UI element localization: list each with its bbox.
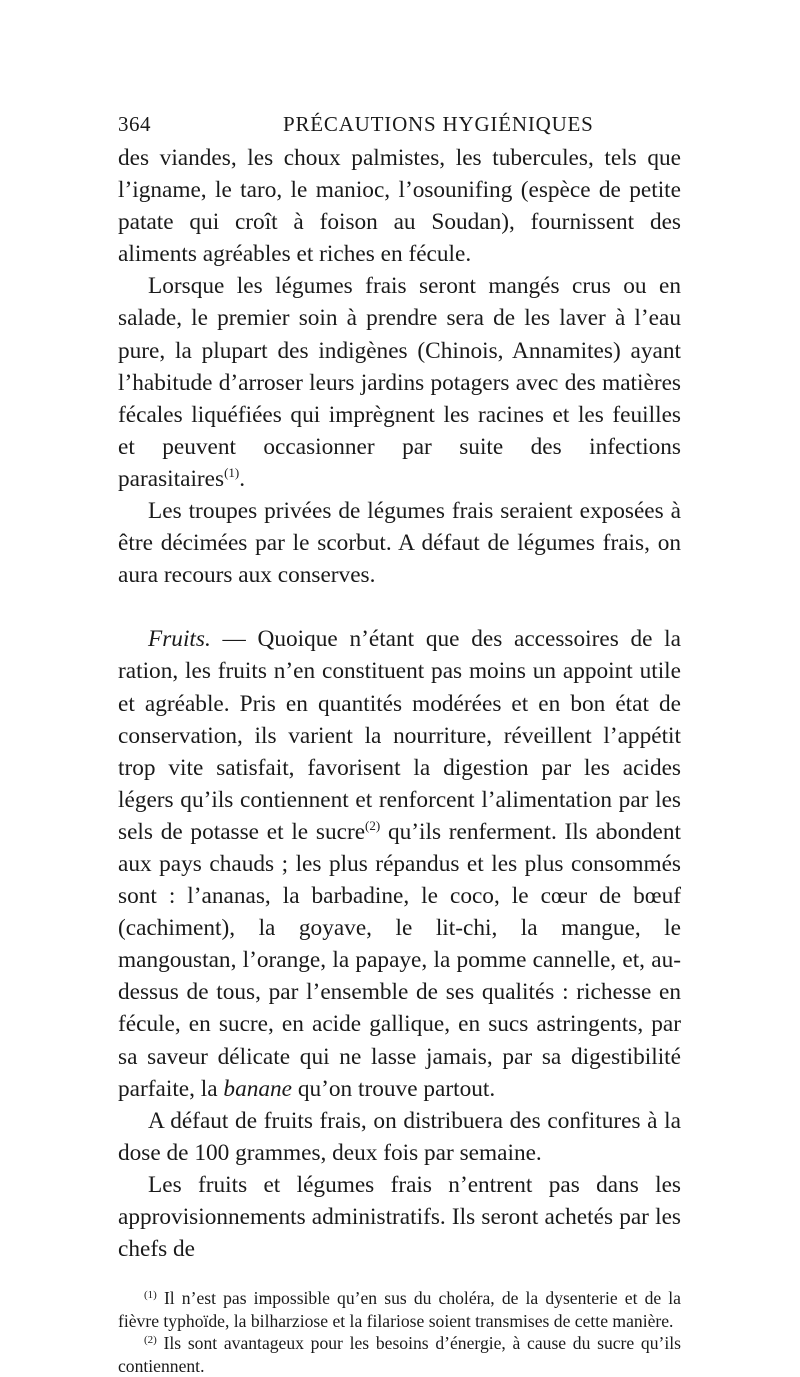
page-number: 364 (118, 112, 151, 136)
running-head (118, 112, 681, 142)
paragraph-text: A défaut de fruits frais, on distribuera des confitures à la dose de 100 grammes, deux fois par semaine. (118, 1107, 681, 1166)
paragraph-text: Lorsque les légumes frais seront mangés crus ou en salade, le premier soin à prendre sera de les laver à l’eau pure, la plupart des indigènes (Chinois, Annamites) ayant l’habitude d’arroser leurs jardins potagers avec des matières fécales liquéfiées qui imprègnent les racines et les feuilles et peuvent occasionner par suite des infections parasitaires (118, 273, 681, 492)
paragraph-text: . (239, 465, 246, 492)
body-text (118, 142, 681, 1265)
paragraph-text: qu’ils renferment. Ils abondent aux pays chauds ; les plus répandus et les plus consommés sont : l’ananas, la barbadine, le coco, le cœur de bœuf (cachiment), la goyave, le lit-chi, la mangue, le mangoustan, l’orange, la papaye, la pomme cannelle, et, au-dessus de tous, par l’ensemble de ses qualités : richesse en fécule, en sucre, en acide gallique, en sucs astringents, par sa saveur délicate qui ne lasse jamais, par sa digestibilité parfaite, la (118, 818, 681, 1102)
paragraph (118, 1105, 681, 1169)
paragraph (118, 270, 681, 495)
paragraph-text: — Quoique n’étant que des accessoires de la ration, les fruits n’en constituent pas moins un appoint utile et agréable. Pris en quantités modérées et en bon état de conservation, ils varient la nourriture, réveillent l’appétit trop vite satisfait, favorisent la digestion par les acides légers qu’ils contiennent et renforcent l’alimentation par les sels de potasse et le sucre (118, 626, 681, 845)
book-page (118, 112, 681, 1377)
footnote (118, 1287, 681, 1332)
footnote-mark: (1) (144, 1289, 157, 1302)
paragraph (118, 1169, 681, 1265)
paragraph-text: des viandes, les choux palmistes, les tubercules, tels que l’igname, le taro, le manioc, l’osounifing (espèce de petite patate qui croît à foison au Soudan), fournissent des aliments agréables et riches en fécule. (118, 145, 681, 268)
paragraph-text: Les fruits et légumes frais n’entrent pas dans les approvisionnements administratifs. Ils seront achetés par les chefs de (118, 1171, 681, 1263)
italic-term: banane (223, 1075, 293, 1102)
paragraph (118, 623, 681, 1104)
paragraph-text: Les troupes privées de légumes frais seraient exposées à être décimées par le scorbut. A défaut de légumes frais, on aura recours aux conserves. (118, 498, 681, 589)
footnote-mark: (2) (144, 1334, 157, 1347)
paragraph (118, 142, 681, 270)
running-title: PRÉCAUTIONS HYGIÉNIQUES (283, 112, 594, 136)
section-heading: Fruits. (148, 626, 211, 653)
footnote-text: Ils sont avantageux pour les besoins d’énergie, à cause du sucre qu’ils contiennent. (118, 1333, 681, 1376)
footnote (118, 1332, 681, 1377)
footnote-text: Il n’est pas impossible qu’en sus du choléra, de la dysenterie et de la fièvre typhoïde, la bilharziose et la filariose soient transmises de cette manière. (118, 1288, 681, 1331)
footnote-reference[interactable]: (1) (224, 464, 240, 480)
footnote-reference[interactable]: (2) (365, 817, 381, 833)
paragraph-text: qu’on trouve partout. (292, 1075, 496, 1102)
footnotes (118, 1287, 681, 1377)
paragraph (118, 495, 681, 591)
